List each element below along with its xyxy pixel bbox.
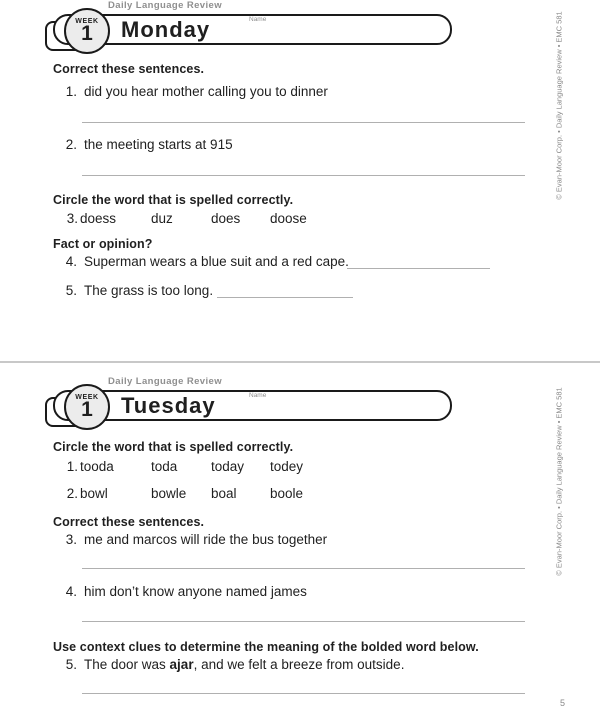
day-title-monday: Monday <box>121 17 211 42</box>
section-heading-spelling: Circle the word that is spelled correctly. <box>53 440 294 454</box>
question-5 <box>53 283 213 298</box>
question-number: 2. <box>65 137 77 152</box>
question-number: 3. <box>66 211 78 226</box>
word-choice: bowl <box>80 486 108 501</box>
week-badge <box>64 384 110 430</box>
answer-line <box>82 693 525 694</box>
question-number: 1. <box>65 84 77 99</box>
question-number: 1. <box>66 459 78 474</box>
question-text-post: , and we felt a breeze from outside. <box>193 657 405 672</box>
week-label: WEEK <box>75 18 99 25</box>
word-choice: toda <box>151 459 178 474</box>
question-text: him don’t know anyone named james <box>84 584 307 599</box>
week-number: 1 <box>81 398 93 421</box>
answer-line <box>82 621 525 622</box>
question-text-pre: The door was <box>84 657 170 672</box>
series-title: Daily Language Review <box>108 376 222 387</box>
section-divider <box>0 361 600 363</box>
bolded-word: ajar <box>169 657 194 672</box>
answer-line <box>82 122 525 123</box>
word-choice: doose <box>270 211 307 226</box>
word-choice: bowle <box>151 486 187 501</box>
copyright-sidebar: © Evan-Moor Corp. • Daily Language Review • EMC 581 <box>554 387 564 576</box>
section-heading-correct: Correct these sentences. <box>53 62 205 76</box>
question-number: 2. <box>66 486 78 501</box>
section-heading-context-clues: Use context clues to determine the meaning of the bolded word below. <box>53 640 479 654</box>
question-4 <box>53 584 307 599</box>
question-5 <box>53 657 404 672</box>
name-label: Name <box>249 16 267 23</box>
week-label: WEEK <box>75 394 99 401</box>
question-text: me and marcos will ride the bus together <box>84 532 328 547</box>
day-title-tuesday: Tuesday <box>121 393 216 418</box>
week-number: 1 <box>81 22 93 45</box>
word-choice: doess <box>80 211 117 226</box>
question-text: did you hear mother calling you to dinner <box>84 84 328 99</box>
week-badge <box>64 8 110 54</box>
word-choice: duz <box>151 211 173 226</box>
question-text: the meeting starts at 915 <box>84 137 233 152</box>
question-2 <box>53 137 233 152</box>
question-4 <box>53 254 349 269</box>
question-number: 5. <box>65 283 77 298</box>
answer-line <box>82 568 525 569</box>
word-choice: boole <box>270 486 304 501</box>
name-label: Name <box>249 392 267 399</box>
question-3 <box>53 532 327 547</box>
tuesday-section <box>0 376 600 719</box>
answer-line <box>82 175 525 176</box>
question-number: 3. <box>65 532 77 547</box>
word-choice: todey <box>270 459 304 474</box>
word-choice: tooda <box>80 459 114 474</box>
section-heading-fact-opinion: Fact or opinion? <box>53 237 153 251</box>
copyright-sidebar: © Evan-Moor Corp. • Daily Language Review • EMC 581 <box>554 11 564 200</box>
question-number: 4. <box>65 584 77 599</box>
page-number: 5 <box>560 698 566 708</box>
question-text <box>84 657 404 672</box>
question-number: 5. <box>65 657 77 672</box>
section-heading-correct: Correct these sentences. <box>53 515 205 529</box>
word-choice: does <box>211 211 241 226</box>
question-number: 4. <box>65 254 77 269</box>
question-1 <box>53 84 328 99</box>
question-text: Superman wears a blue suit and a red cape. <box>84 254 349 269</box>
word-choice: boal <box>211 486 237 501</box>
question-text: The grass is too long. <box>84 283 214 298</box>
answer-line <box>217 297 353 298</box>
section-heading-spelling: Circle the word that is spelled correctly. <box>53 193 294 207</box>
answer-line <box>347 268 490 269</box>
series-title: Daily Language Review <box>108 0 222 11</box>
word-choice: today <box>211 459 245 474</box>
